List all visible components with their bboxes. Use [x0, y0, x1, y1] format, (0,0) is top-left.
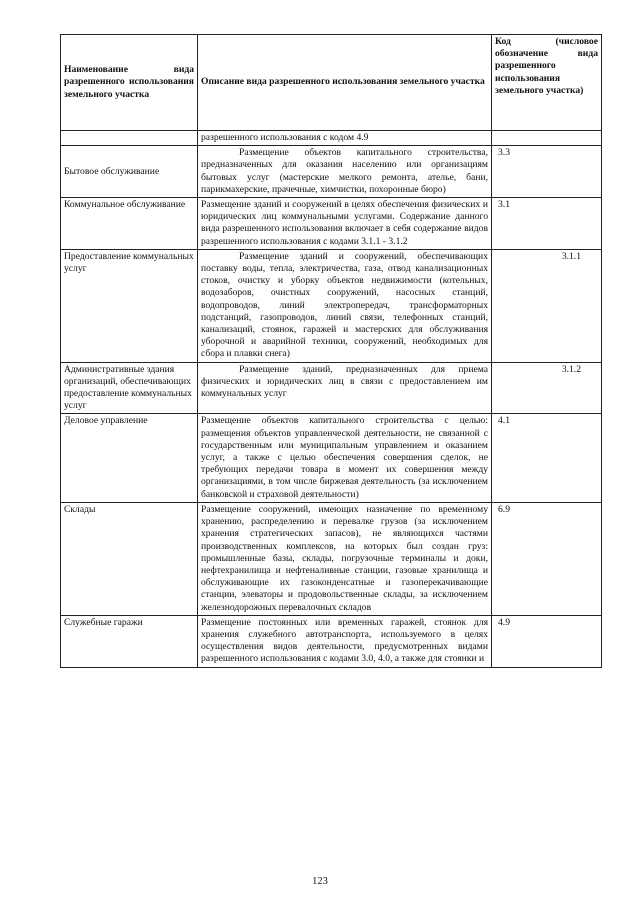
- row-description: разрешенного использования с кодом 4.9: [198, 131, 492, 146]
- row-description: Размещение зданий и сооружений в целях обеспечения физических и юридических лиц коммунальными услугами. Содержание данного вида разрешенного использования включает в себя содержание видов разрешенного использования с кодами 3.1.1 - 3.1.2: [198, 198, 492, 250]
- row-code: 3.3: [492, 146, 602, 198]
- row-code: 3.1.2: [492, 362, 602, 414]
- header-name: Наименование вида разрешенного использования земельного участка: [61, 35, 198, 131]
- table-row: [61, 362, 602, 414]
- row-name: Бытовое обслуживание: [61, 146, 198, 198]
- table-row: [61, 131, 602, 146]
- row-code: 3.1: [492, 198, 602, 250]
- row-name: Служебные гаражи: [61, 615, 198, 667]
- table-row: [61, 502, 602, 615]
- row-code: 4.9: [492, 615, 602, 667]
- row-code: 4.1: [492, 414, 602, 502]
- row-description: Размещение объектов капитального строительства, предназначенных для оказания населению или организациям бытовых услуг (мастерские мелкого ремонта, ателье, бани, парикмахерские, прачечные, химчистки, похоронные бюро): [198, 146, 492, 198]
- row-description: Размещение объектов капитального строительства с целью: размещения объектов управленческой деятельности, не связанной с государственным или муниципальным управлением и оказанием услуг, а также с целью обеспечения совершения сделок, не требующих передачи товара в момент их совершения между организациями, в том числе биржевая деятельность (за исключением банковской и страховой деятельности): [198, 414, 492, 502]
- row-name: Предоставление коммунальных услуг: [61, 249, 198, 362]
- row-name: Склады: [61, 502, 198, 615]
- table-row: [61, 414, 602, 502]
- land-use-table: [60, 34, 602, 668]
- header-code: Код (числовое обозначение вида разрешенного использования земельного участка): [492, 35, 602, 131]
- row-description: Размещение постоянных или временных гаражей, стоянок для хранения служебного автотранспорта, используемого в целях осуществления видов деятельности, предусмотренных видами разрешенного использования с кодами 3.0, 4.0, а также для стоянки и: [198, 615, 492, 667]
- row-description: Размещение зданий, предназначенных для приема физических и юридических лиц в связи с предоставлением им коммунальных услуг: [198, 362, 492, 414]
- row-code: [492, 131, 602, 146]
- page-number: 123: [312, 876, 328, 887]
- header-description: Описание вида разрешенного использования земельного участка: [198, 35, 492, 131]
- row-code: 3.1.1: [492, 249, 602, 362]
- row-name: Деловое управление: [61, 414, 198, 502]
- table-header-row: [61, 35, 602, 131]
- table-row: [61, 615, 602, 667]
- table-row: [61, 146, 602, 198]
- row-code: 6.9: [492, 502, 602, 615]
- table-row: [61, 249, 602, 362]
- table-row: [61, 198, 602, 250]
- row-description: Размещение сооружений, имеющих назначение по временному хранению, распределению и перевалке грузов (за исключением хранения стратегических запасов), не являющихся частями производственных комплексов, на которых был создан груз: промышленные базы, склады, погрузочные терминалы и доки, нефтехранилища и нефтеналивные станции, газовые хранилища и обслуживающие их газоконденсатные и газоперекачивающие станции, элеваторы и продовольственные склады, за исключением железнодорожных перевалочных складов: [198, 502, 492, 615]
- row-name: [61, 131, 198, 146]
- row-name: Административные здания организаций, обеспечивающих предоставление коммунальных услуг: [61, 362, 198, 414]
- row-name: Коммунальное обслуживание: [61, 198, 198, 250]
- row-description: Размещение зданий и сооружений, обеспечивающих поставку воды, тепла, электричества, газа, отвод канализационных стоков, очистку и уборку объектов недвижимости (котельных, водозаборов, очистных сооружений, насосных станций, водопроводов, линий электропередач, трансформаторных подстанций, газопроводов, линий связи, телефонных станций, канализаций, стоянок, гаражей и мастерских для обслуживания уборочной и аварийной техники, сооружений, необходимых для сбора и плавки снега): [198, 249, 492, 362]
